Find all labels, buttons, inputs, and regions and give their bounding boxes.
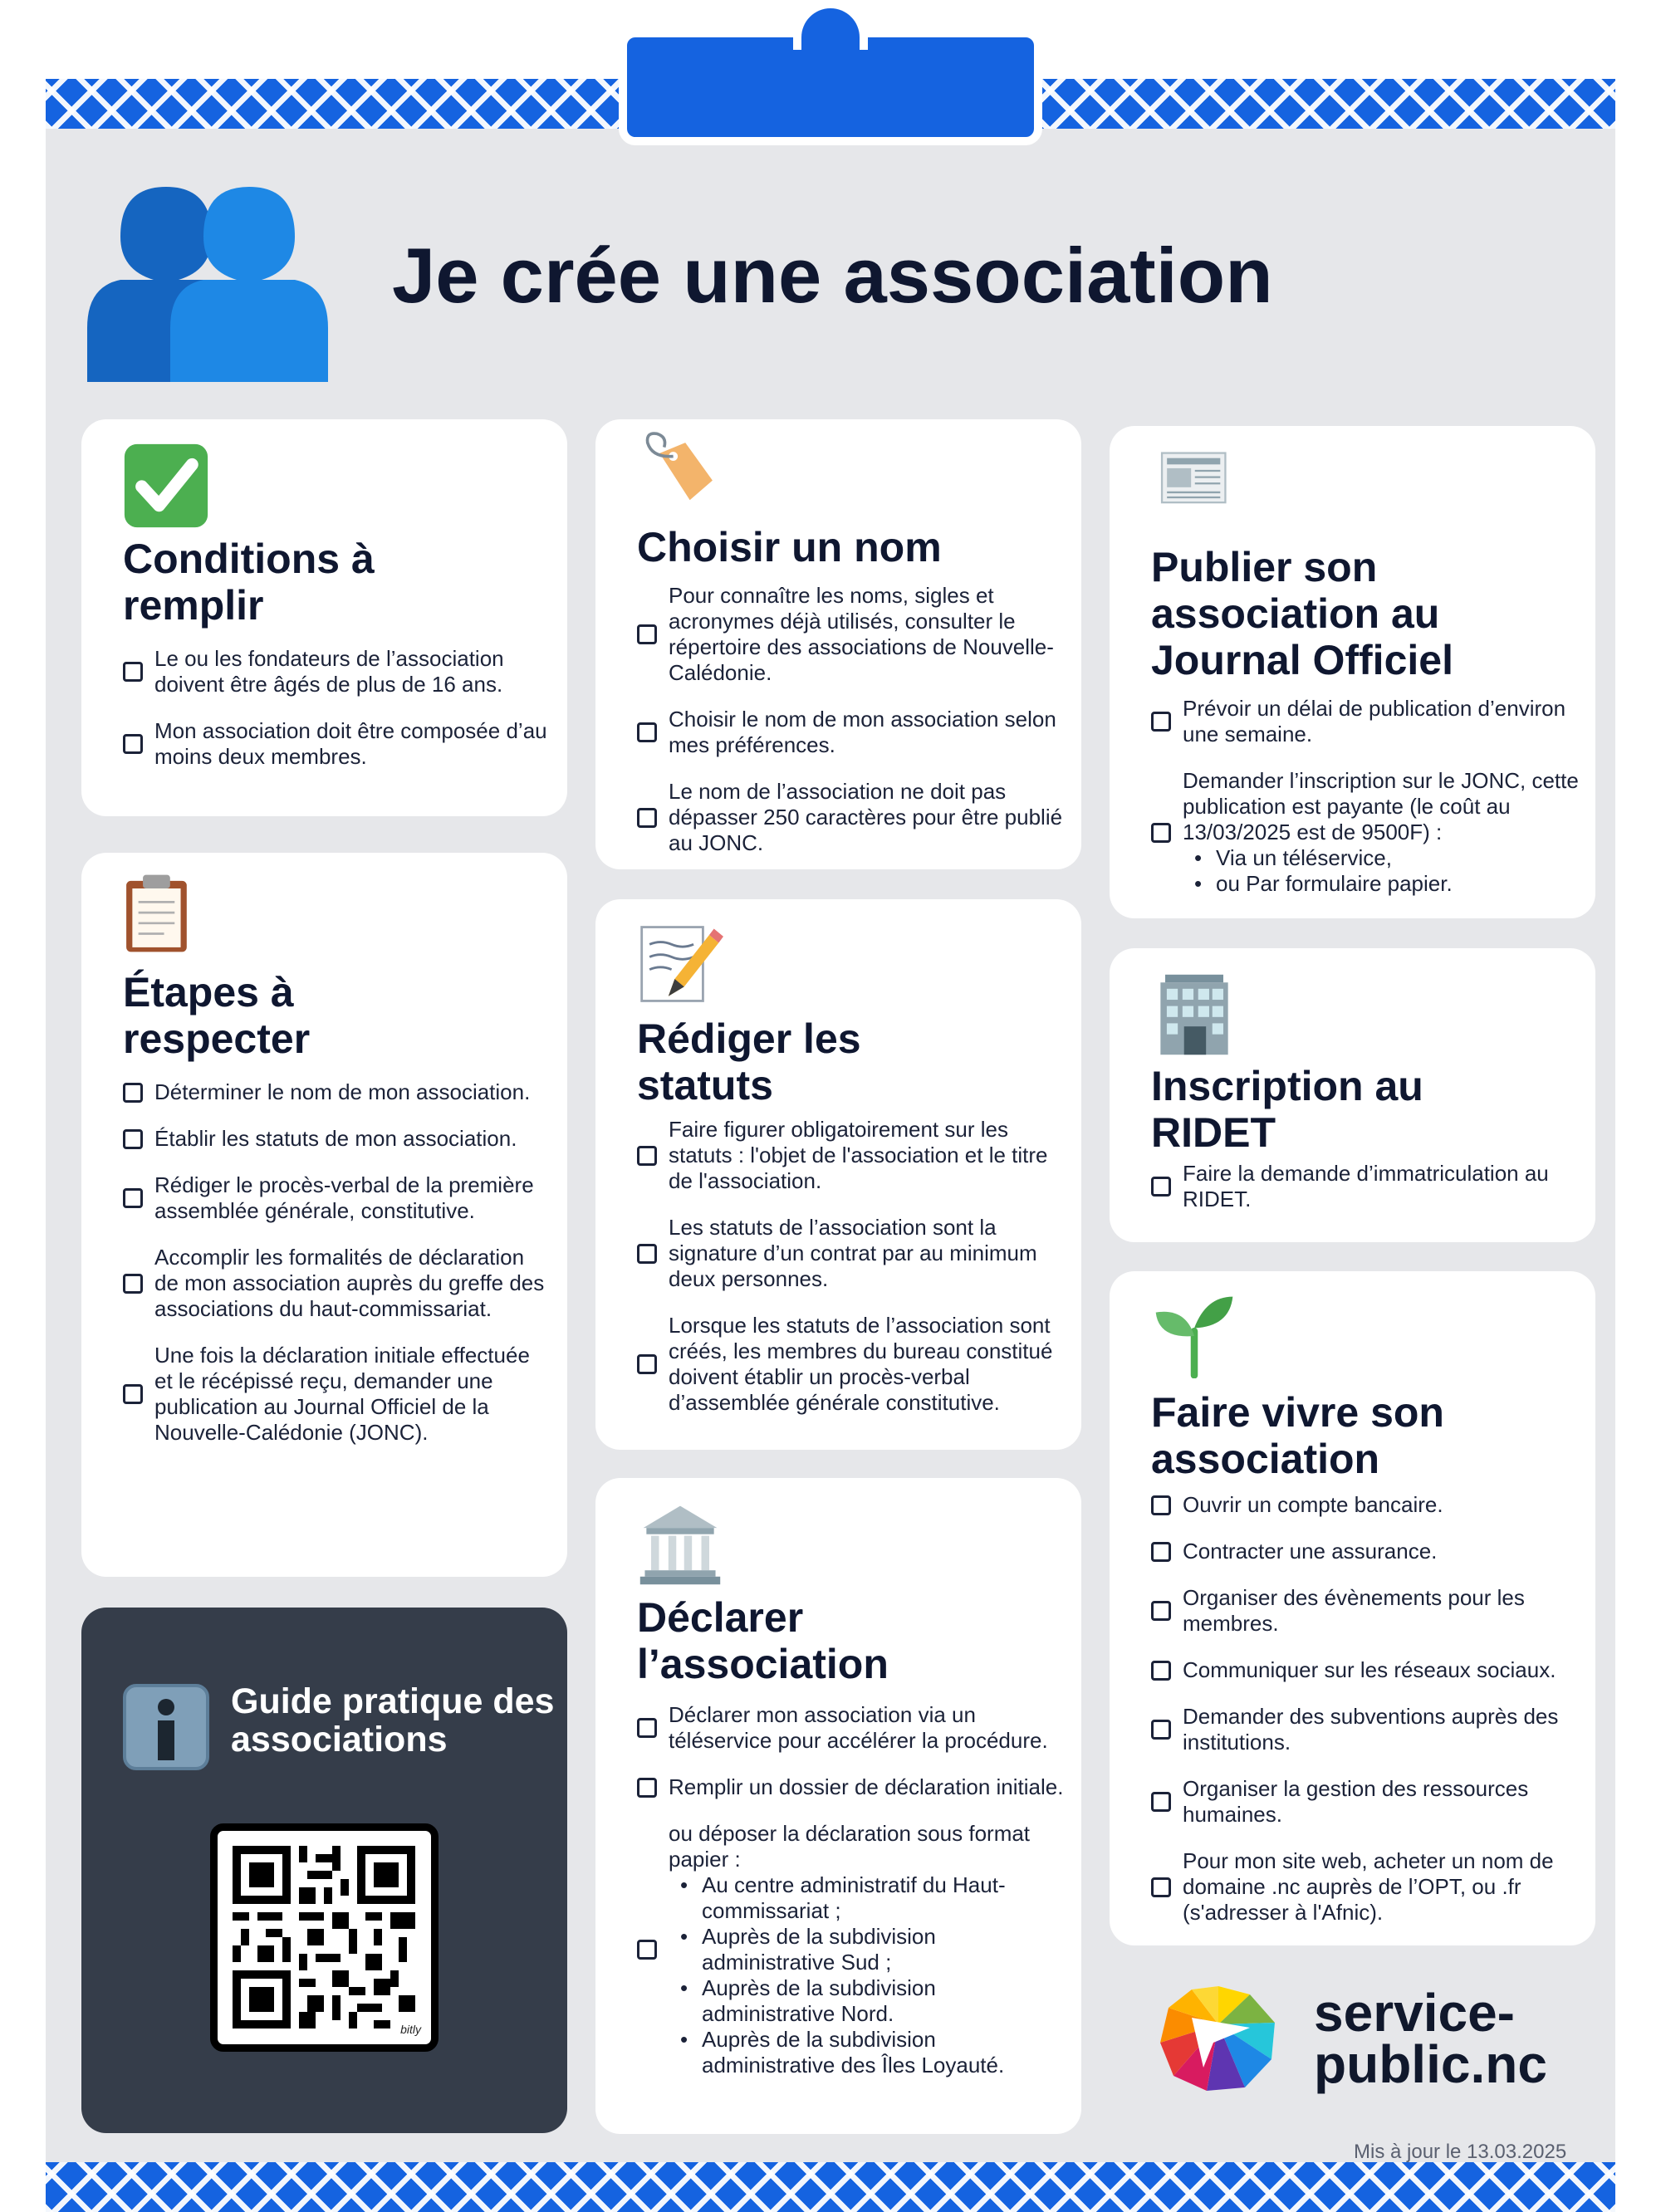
guide-title: Guide pratique des associations (231, 1681, 555, 1759)
card-title: Inscription au RIDET (1151, 1063, 1423, 1156)
checkbox[interactable] (123, 662, 143, 682)
checklist-item: Demander des subventions auprès des institutions. (1151, 1704, 1579, 1755)
card-publier (1110, 426, 1595, 918)
checklist-item: Organiser des évènements pour les membres. (1151, 1585, 1579, 1637)
checklist-item: Rédiger le procès-verbal de la première assemblée générale, constitutive. (123, 1172, 551, 1224)
card-title: Publier son association au Journal Officiel (1151, 544, 1453, 683)
people-icon (87, 187, 328, 382)
checklist-item: Lorsque les statuts de l’association sont créés, les membres du bureau constitué doivent établir un procès-verbal d’assemblée générale constitutive. (637, 1313, 1065, 1416)
checklist-item: Pour connaître les noms, sigles et acronymes déjà utilisés, consulter le répertoire des associations de Nouvelle-Calédonie. (637, 583, 1065, 686)
checkbox[interactable] (123, 1083, 143, 1103)
checkbox[interactable] (1151, 1720, 1171, 1740)
bottom-decorative-stripe (46, 2162, 1615, 2212)
clipboard-icon (119, 868, 202, 959)
checkbox[interactable] (637, 1718, 657, 1738)
card-declarer (595, 1478, 1081, 2134)
checkbox[interactable] (1151, 712, 1171, 732)
bullet-item: • ou Par formulaire papier. (1194, 871, 1579, 897)
checkbox[interactable] (1151, 1877, 1171, 1897)
card-rediger-statuts (595, 899, 1081, 1450)
guide-card[interactable] (81, 1608, 567, 2133)
checklist-item: Le ou les fondateurs de l’association doivent être âgés de plus de 16 ans. (123, 646, 551, 697)
checklist-item: Faire figurer obligatoirement sur les statuts : l'objet de l'association et le titre de l'association. (637, 1117, 1065, 1194)
bullet-item: • Auprès de la subdivision administrative des Îles Loyauté. (680, 2027, 1065, 2078)
office-building-icon (1151, 971, 1237, 1058)
checkbox[interactable] (637, 624, 657, 644)
label-tag-icon (637, 428, 720, 511)
checkbox[interactable] (123, 1129, 143, 1149)
info-icon (123, 1684, 209, 1770)
checkbox[interactable] (123, 1274, 143, 1294)
checklist-item: Organiser la gestion des ressources humaines. (1151, 1776, 1579, 1828)
memo-pencil-icon (637, 921, 723, 1007)
checkbox[interactable] (123, 734, 143, 754)
card-conditions (81, 419, 567, 816)
checklist-item: Une fois la déclaration initiale effectuée et le récépissé reçu, demander une publication au Journal Officiel de la Nouvelle-Calédonie (JONC). (123, 1343, 551, 1446)
checkbox[interactable] (637, 1778, 657, 1798)
card-title: Faire vivre son association (1151, 1389, 1444, 1482)
card-ridet (1110, 948, 1595, 1242)
newspaper-icon (1151, 449, 1237, 519)
seedling-icon (1151, 1292, 1237, 1378)
checklist-item: Prévoir un délai de publication d’environ une semaine. (1151, 696, 1579, 747)
checklist-item: Établir les statuts de mon association. (123, 1126, 551, 1152)
brand-name: service-public.nc (1314, 1983, 1547, 2094)
card-choisir-nom (595, 419, 1081, 869)
checklist-item: Mon association doit être composée d’au moins deux membres. (123, 718, 551, 770)
card-faire-vivre (1110, 1271, 1595, 1945)
checkbox[interactable] (637, 1940, 657, 1960)
checklist-item: Choisir le nom de mon association selon mes préférences. (637, 707, 1065, 758)
checkbox[interactable] (123, 1188, 143, 1208)
checkbox[interactable] (637, 808, 657, 828)
checkbox[interactable] (637, 1146, 657, 1166)
check-mark-icon (123, 443, 209, 529)
card-title: Conditions à remplir (123, 536, 375, 629)
card-title: Rédiger les statuts (637, 1015, 861, 1108)
checklist-item: Remplir un dossier de déclaration initiale. (637, 1774, 1065, 1800)
checklist-item: Contracter une assurance. (1151, 1539, 1579, 1564)
checklist-item: Pour mon site web, acheter un nom de domaine .nc auprès de l’OPT, ou .fr (s'adresser à l'Afnic). (1151, 1848, 1579, 1926)
checklist-item: Demander l’inscription sur le JONC, cette publication est payante (le coût au 13/03/2025 est de 9500F) : • Via un téléservice, • ou Par formulaire papier. (1151, 768, 1579, 897)
checklist-item: Déterminer le nom de mon association. (123, 1079, 551, 1105)
card-etapes (81, 853, 567, 1577)
checkbox[interactable] (1151, 1542, 1171, 1562)
checkbox[interactable] (1151, 1495, 1171, 1515)
checkbox[interactable] (123, 1384, 143, 1404)
checkbox[interactable] (1151, 1661, 1171, 1681)
bullet-item: • Via un téléservice, (1194, 845, 1579, 871)
checklist-item: Communiquer sur les réseaux sociaux. (1151, 1657, 1579, 1683)
checklist-item: Les statuts de l’association sont la signature d’un contrat par au minimum deux personnes. (637, 1215, 1065, 1292)
bullet-item: • Auprès de la subdivision administrative Sud ; (680, 1924, 1065, 1975)
checklist-item: Faire la demande d’immatriculation au RIDET. (1151, 1161, 1579, 1212)
bullet-item: • Auprès de la subdivision administrative Nord. (680, 1975, 1065, 2027)
checkbox[interactable] (1151, 823, 1171, 843)
checklist-item: Ouvrir un compte bancaire. (1151, 1492, 1579, 1518)
checklist-item: Le nom de l’association ne doit pas dépasser 250 caractères pour être publié au JONC. (637, 779, 1065, 856)
card-title: Choisir un nom (637, 524, 942, 570)
checkbox[interactable] (1151, 1792, 1171, 1812)
government-building-icon (637, 1501, 723, 1588)
clipboard-clip-knob (793, 0, 868, 50)
checkbox[interactable] (1151, 1177, 1171, 1197)
checklist-item: Accomplir les formalités de déclaration de mon association auprès du greffe des associations du haut-commissariat. (123, 1245, 551, 1322)
qr-brand-label: bitly (400, 2023, 421, 2036)
checkbox[interactable] (637, 722, 657, 742)
card-title: Étapes à respecter (123, 969, 311, 1062)
page-title: Je crée une association (392, 232, 1273, 319)
checklist-item: Déclarer mon association via un téléservice pour accélérer la procédure. (637, 1702, 1065, 1754)
card-title: Déclarer l’association (637, 1594, 889, 1687)
qr-pattern (233, 1846, 415, 2028)
bullet-item: • Au centre administratif du Haut-commissariat ; (680, 1872, 1065, 1924)
checkbox[interactable] (637, 1354, 657, 1374)
service-public-logo-icon[interactable] (1159, 1984, 1279, 2092)
update-date: Mis à jour le 13.03.2025 (1354, 2141, 1567, 2163)
checkbox[interactable] (637, 1244, 657, 1264)
checkbox[interactable] (1151, 1601, 1171, 1621)
qr-code[interactable] (210, 1823, 439, 2052)
checklist-item: ou déposer la déclaration sous format papier : • Au centre administratif du Haut-commissariat ; • Auprès de la subdivision administrative Sud ; • Auprès de la subdivision administrative Nord. • Auprès de la subdivision administrative des Îles Loyauté. (637, 1821, 1065, 2078)
